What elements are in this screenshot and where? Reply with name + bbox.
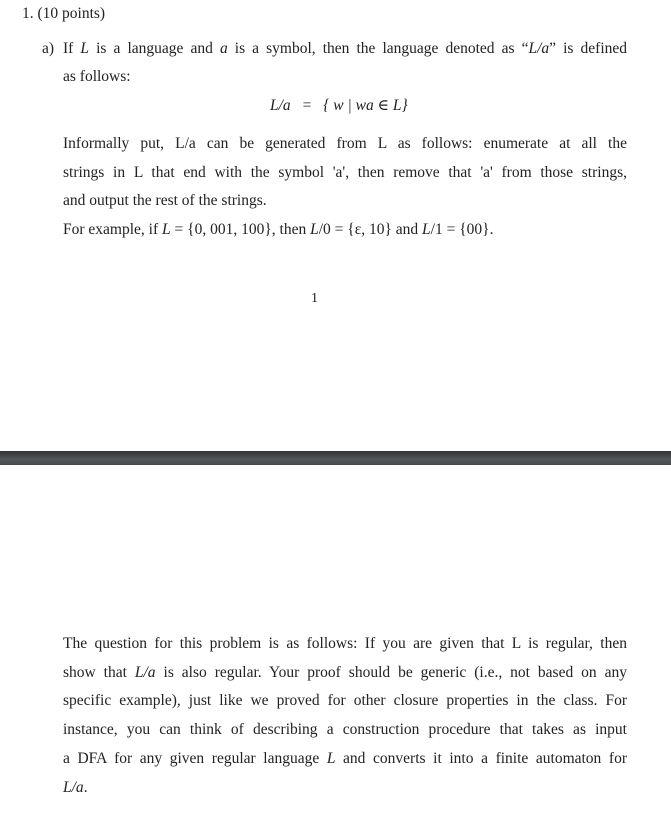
text: is also regular. Your proof should be generic (i.e., not based on any	[155, 664, 627, 681]
math: /0 = {ε, 10}	[318, 221, 392, 238]
problem-line: instance, you can think of describing a construction procedure that takes as input	[63, 721, 627, 738]
math: L	[80, 40, 90, 57]
text: If	[63, 40, 81, 57]
informal-line: strings in L that end with the symbol 'a', then remove that 'a' from those strings,	[63, 164, 627, 181]
equation-lhs: L/a	[270, 97, 291, 114]
text: and converts it into a finite automaton for	[335, 750, 627, 767]
math: L/a	[528, 40, 550, 57]
question-points: (10 points)	[37, 5, 106, 22]
informal-line: Informally put, L/a can be generated from L as follows: enumerate at all the	[63, 135, 627, 152]
question-header	[22, 5, 105, 23]
page-separator	[0, 451, 671, 465]
text: , then	[271, 221, 311, 238]
definition-line-1	[63, 40, 627, 58]
text: a DFA for any given regular language	[63, 750, 327, 767]
math: /1 = {00}	[430, 221, 490, 238]
problem-line	[63, 664, 627, 682]
equation-eq: =	[302, 97, 312, 114]
example-line	[63, 221, 493, 239]
problem-line	[63, 779, 88, 797]
text: .	[83, 779, 88, 796]
informal-line: and output the rest of the strings.	[63, 192, 267, 209]
math: = {0, 001, 100}	[170, 221, 272, 238]
question-number: 1.	[22, 5, 34, 22]
page-number: 1	[311, 291, 318, 306]
text: show that	[63, 664, 135, 681]
problem-line: specific example), just like we proved for other closure properties in the class. For	[63, 692, 627, 709]
definition-line-2: as follows:	[63, 68, 131, 85]
equation	[270, 97, 408, 115]
text: ” is defined	[549, 40, 628, 57]
equation-rhs: { w | wa ∈ L}	[323, 97, 408, 114]
math: a	[219, 40, 228, 57]
math: L/a	[63, 779, 84, 796]
math: L	[326, 750, 336, 767]
problem-line	[63, 750, 627, 768]
problem-line: The question for this problem is as follows: If you are given that L is regular, then	[63, 635, 627, 652]
text: For example, if	[63, 221, 163, 238]
text: is a language and	[89, 40, 220, 57]
math: L/a	[134, 664, 156, 681]
math: L	[310, 221, 319, 238]
text: and	[391, 221, 423, 238]
math: L	[422, 221, 431, 238]
text: .	[489, 221, 494, 238]
part-a-label: a)	[42, 40, 55, 57]
text: is a symbol, then the language denoted as “	[227, 40, 529, 57]
math: L	[162, 221, 171, 238]
